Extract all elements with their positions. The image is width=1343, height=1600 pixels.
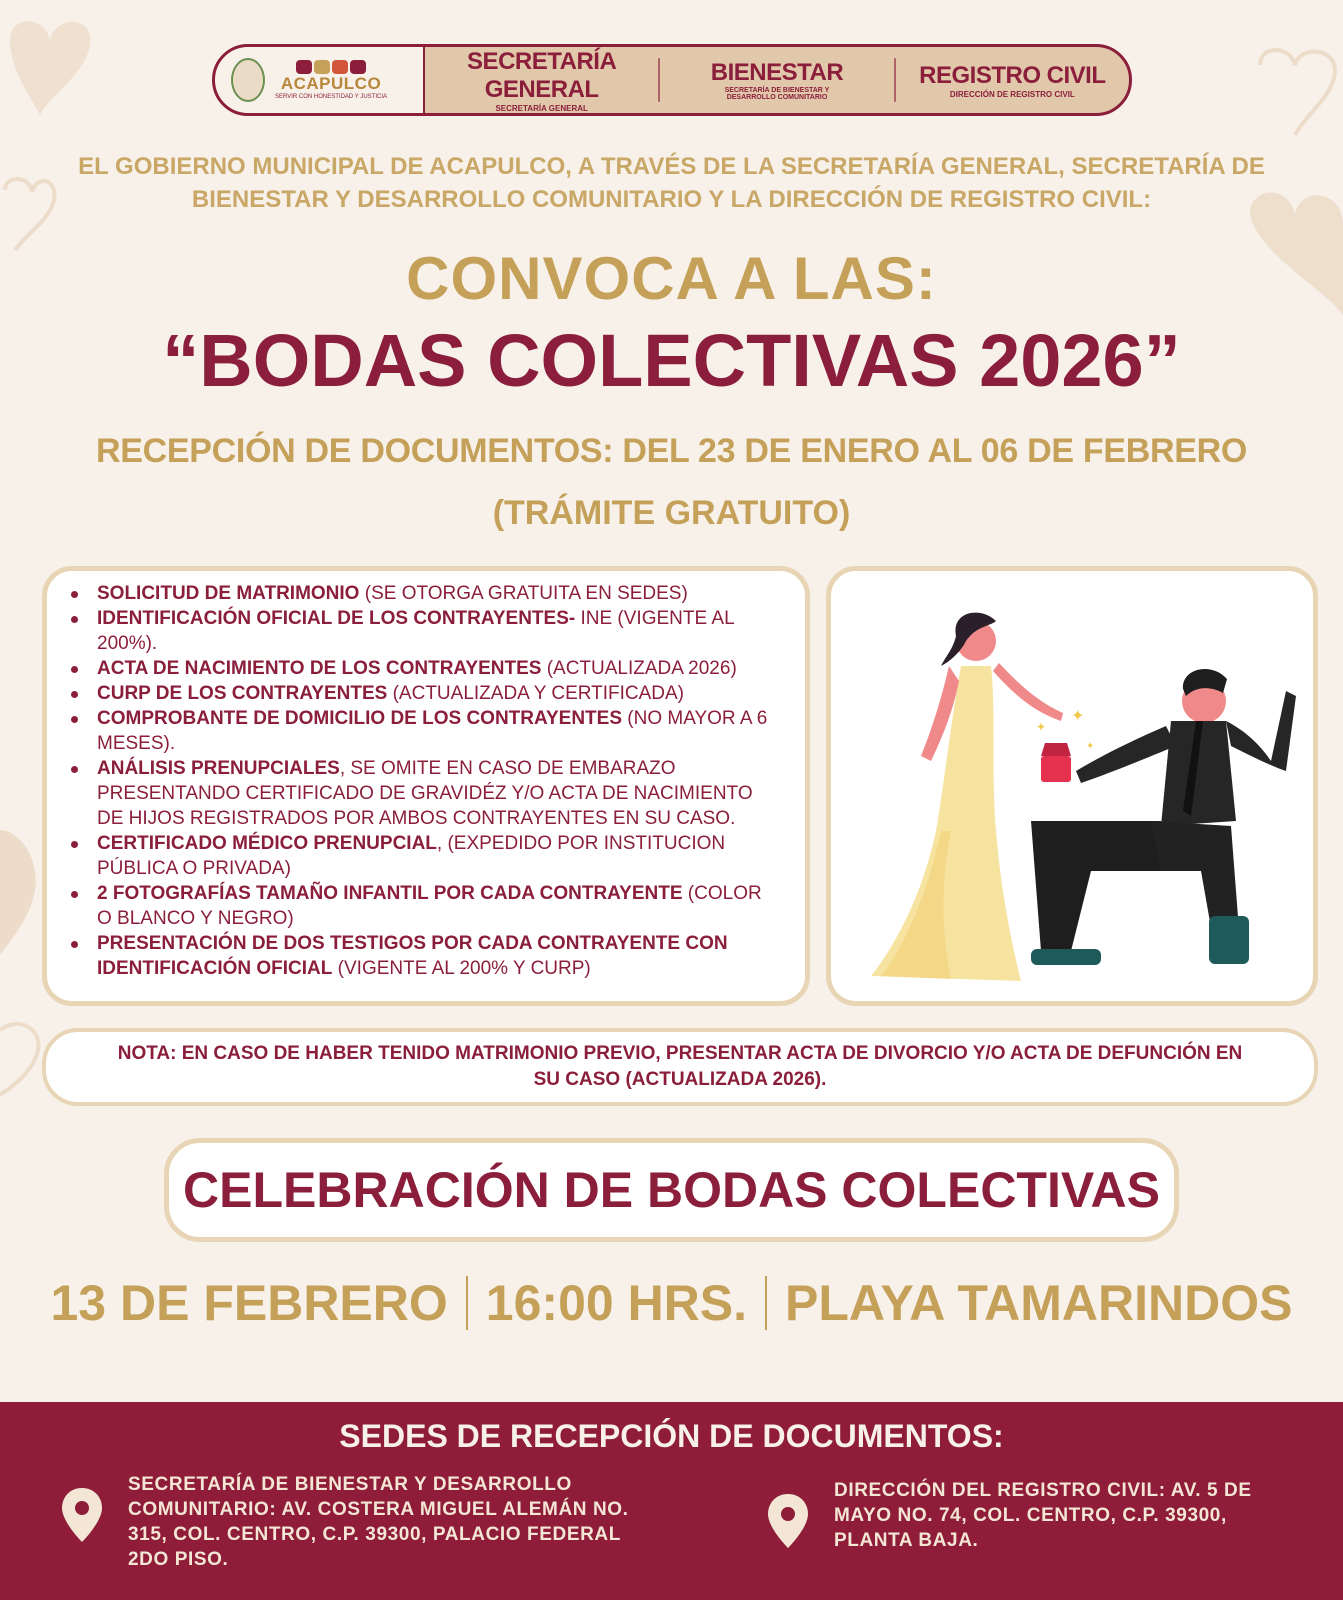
sedes-footer [0, 1402, 1343, 1600]
divider [466, 1276, 468, 1330]
convoca-heading: CONVOCA A LAS: [406, 245, 937, 312]
list-item: CURP DE LOS CONTRAYENTES (ACTUALIZADA Y CERTIFICADA) [67, 681, 781, 706]
event-place: PLAYA TAMARINDOS [785, 1275, 1293, 1331]
dependencia-registro-civil: REGISTRO CIVIL DIRECCIÓN DE REGISTRO CIVIL [919, 61, 1106, 99]
requirements-list [67, 581, 781, 981]
list-item: ACTA DE NACIMIENTO DE LOS CONTRAYENTES (ACTUALIZADA 2026) [67, 656, 781, 681]
list-item: CERTIFICADO MÉDICO PRENUPCIAL, (EXPEDIDO POR INSTITUCION PÚBLICA O PRIVADA) [67, 831, 781, 881]
header-banner [212, 44, 1132, 116]
divider [765, 1276, 767, 1330]
sede-address: DIRECCIÓN DEL REGISTRO CIVIL: AV. 5 DE MAYO NO. 74, COL. CENTRO, C.P. 39300, PLANTA BAJA. [834, 1480, 1252, 1551]
event-date: 13 DE FEBRERO [50, 1275, 448, 1331]
page-title: “BODAS COLECTIVAS 2026” [162, 319, 1181, 402]
svg-text:✦: ✦ [1086, 741, 1095, 752]
dependencia-bienestar: BIENESTAR SECRETARÍA DE BIENESTAR Y DESARROLLO COMUNITARIO [710, 59, 844, 101]
event-time: 16:00 HRS. [485, 1275, 748, 1331]
svg-text:✦: ✦ [1036, 720, 1047, 734]
list-item: PRESENTACIÓN DE DOS TESTIGOS POR CADA CONTRAYENTE CON IDENTIFICACIÓN OFICIAL (VIGENTE AL 200% Y CURP) [67, 931, 781, 981]
municipal-seal-icon [231, 58, 265, 102]
intro-text: EL GOBIERNO MUNICIPAL DE ACAPULCO, A TRAVÉS DE LA SECRETARÍA GENERAL, SECRETARÍA DE BIENESTAR Y DESARROLLO COMUNITARIO Y LA DIRECCIÓN DE REGISTRO CIVIL: [78, 153, 1265, 213]
sede-registro-civil [766, 1478, 1286, 1553]
sede-address: SECRETARÍA DE BIENESTAR Y DESARROLLO COMUNITARIO: AV. COSTERA MIGUEL ALEMÁN NO. 315, COL. CENTRO, C.P. 39300, PALACIO FEDERAL 2DO PISO. [128, 1474, 629, 1570]
requirements-card [42, 566, 810, 1006]
heart-decoration-icon [0, 10, 100, 120]
recepcion-dates: RECEPCIÓN DE DOCUMENTOS: DEL 23 DE ENERO AL 06 DE FEBRERO [95, 432, 1248, 470]
svg-text:✦: ✦ [1071, 706, 1085, 725]
list-item: SOLICITUD DE MATRIMONIO (SE OTORGA GRATUITA EN SEDES) [67, 581, 781, 606]
event-details [0, 1274, 1343, 1332]
location-pin-icon [60, 1486, 104, 1544]
list-item: IDENTIFICACIÓN OFICIAL DE LOS CONTRAYENTES- INE (VIGENTE AL 200%). [67, 606, 781, 656]
sede-bienestar [60, 1472, 640, 1572]
dependencia-secretaria-general: SECRETARÍA GENERAL SECRETARÍA GENERAL [467, 47, 617, 113]
list-item: COMPROBANTE DE DOMICILIO DE LOS CONTRAYENTES (NO MAYOR A 6 MESES). [67, 706, 781, 756]
list-item: ANÁLISIS PRENUPCIALES, SE OMITE EN CASO DE EMBARAZO PRESENTANDO CERTIFICADO DE GRAVIDÉZ Y/O ACTA DE NACIMIENTO DE HIJOS REGISTRADOS POR AMBOS CONTRAYENTES EN SU CASO. [67, 756, 781, 831]
sedes-title: SEDES DE RECEPCIÓN DE DOCUMENTOS: [339, 1418, 1004, 1454]
heart-decoration-icon [0, 820, 40, 960]
acapulco-logo-text: ACAPULCO [280, 74, 382, 93]
nota-box: NOTA: EN CASO DE HABER TENIDO MATRIMONIO PREVIO, PRESENTAR ACTA DE DIVORCIO Y/O ACTA DE DEFUNCIÓN EN SU CASO (ACTUALIZADA 2026). [42, 1028, 1318, 1106]
heart-decoration-icon [0, 1010, 45, 1100]
acapulco-logo [215, 47, 425, 113]
tramite-gratuito: (TRÁMITE GRATUITO) [492, 494, 851, 532]
location-pin-icon [766, 1492, 810, 1550]
proposal-illustration-card [826, 566, 1318, 1006]
list-item: 2 FOTOGRAFÍAS TAMAÑO INFANTIL POR CADA CONTRAYENTE (COLOR O BLANCO Y NEGRO) [67, 881, 781, 931]
heart-decoration-icon [1250, 40, 1343, 140]
celebracion-heading: CELEBRACIÓN DE BODAS COLECTIVAS [164, 1138, 1179, 1242]
couple-proposal-illustration [831, 571, 1313, 1001]
acapulco-tagline: SERVIR CON HONESTIDAD Y JUSTICIA [275, 94, 388, 100]
